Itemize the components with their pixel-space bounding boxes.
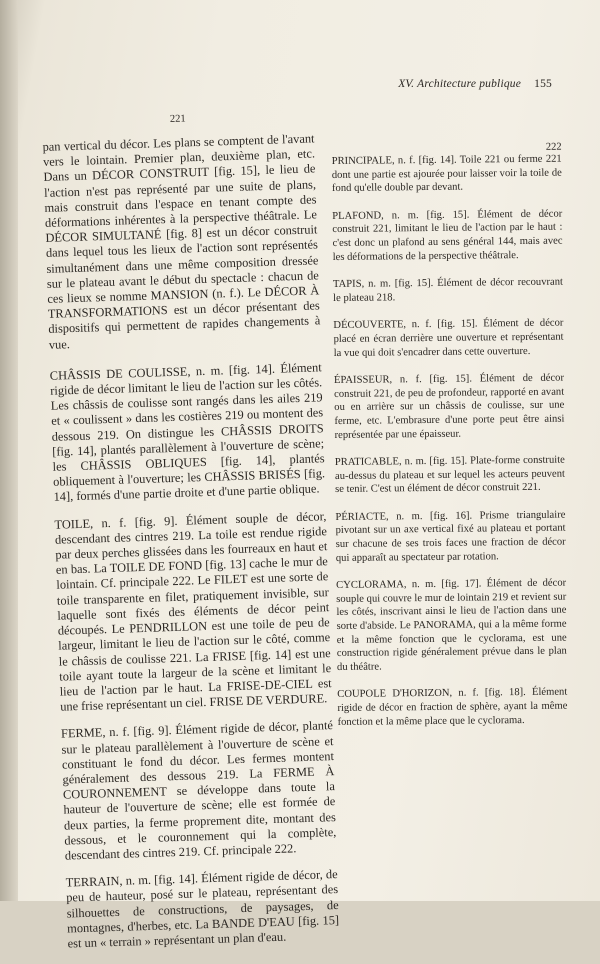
running-head [398, 78, 552, 90]
entry-decouverte: DÉCOUVERTE, n. f. [fig. 15]. Élément de décor placé en écran derrière une ouverture et représentant la vue qui doit s'encadrer dans cette ouverture. [333, 317, 564, 359]
entry-praticable: PRATICABLE, n. m. [fig. 15]. Plate-forme construite au-dessus du plateau et sur lequel les acteurs peuvent se tenir. C'est un élément de décor construit 221. [334, 454, 566, 496]
section-number-left: 221 [169, 113, 186, 125]
page-number: 155 [534, 78, 552, 90]
entry-epaisseur: ÉPAISSEUR, n. f. [fig. 15]. Élément de décor construit 221, de peu de profondeur, rapporté en avant ou en arrière sur un châssis de coulisse, sur une ferme, etc. L'embrasure d'une porte peut être ainsi représentée par une épaisseur. [333, 372, 565, 441]
entry-periacte: PÉRIACTE, n. m. [fig. 16]. Prisme triangulaire pivotant sur un axe vertical fixé au plateau et portant sur chacune de ses trois faces une fraction de décor qui apparaît au spectateur par rotation. [335, 509, 566, 564]
entry-terrain: TERRAIN, n. m. [fig. 14]. Élément rigide de décor, de peu de hauteur, posé sur le plateau, représentant des silhouettes de constructions, de paysages, de montagnes, d'herbes, etc. La BANDE D'EAU [fig. 15] est un « terrain » représentant un plan d'eau. [65, 867, 340, 951]
entry-chassis-de-coulisse: CHÂSSIS DE COULISSE, n. m. [fig. 14]. Élément rigide de décor limitant le lieu de l'action sur les côtés. Les châssis de coulisse sont rangés dans les ailes 219 et « coulissent » dans les costières 219 ou montent des dessous 219. On distingue les CHÂSSIS DROITS [fig. 14], plantés parallèlement à l'ouverture de scène; les CHÂSSIS OBLIQUES [fig. 14], plantés obliquement à l'ouverture; les CHÂSSIS BRISÉS [fig. 14], formés d'une partie droite et d'une partie oblique. [49, 360, 326, 505]
entry-coupole-d-horizon: COUPOLE D'HORIZON, n. f. [fig. 18]. Élément rigide de décor en fraction de sphère, ayant la même fonction et la même place que le cyclorama. [337, 686, 568, 728]
entry-toile: TOILE, n. f. [fig. 9]. Élément souple de décor, descendant des cintres 219. La toile est rendue rigide par deux perches glissées dans les fourreaux en haut et en bas. La TOILE DE FOND [fig. 13] cache le mur de lointain. Cf. principale 222. Le FILET est une sorte de toile transparente en filet, pratiquement invisible, sur laquelle sont fixés des éléments de décor peint découpés. Le PENDRILLON est une toile de peu de largeur, limitant le lieu de l'action sur le côté, comme le châssis de coulisse 221. La FRISE [fig. 14] est une toile ayant toute la largeur de la scène et limitant le lieu de l'action par le haut. La FRISE-DE-CIEL est une frise représentant un ciel. FRISE DE VERDURE. [54, 508, 332, 714]
entry-principale: PRINCIPALE, n. f. [fig. 14]. Toile 221 ou ferme 221 dont une partie est ajourée pour laisser voir la toile de fond qu'elle double par devant. [331, 153, 562, 195]
section-number-right: 222 [545, 141, 562, 153]
intro-paragraph: pan vertical du décor. Les plans se comptent de l'avant vers le lointain. Premier plan, deuxième plan, etc. Dans un DÉCOR CONSTRUIT [fig. 15], le lieu de l'action n'est pas représenté par une suite de plans, mais construit dans l'espace en tenant compte des déformations inhérentes à la perspective théâtrale. Le DÉCOR SIMULTANÉ [fig. 8] est un décor construit dans lequel tous les lieux de l'action sont représentés simultanément dans une même composition dressée sur le plateau avant le début du spectacle : chacun de ces lieux se nomme MANSION (n. f.). Le DÉCOR À TRANSFORMATIONS est un décor présentant des dispositifs qui permettent de rapides changements à vue. [42, 131, 321, 352]
entry-cyclorama: CYCLORAMA, n. m. [fig. 17]. Élément de décor souple qui couvre le mur de lointain 219 et revient sur les côtés, inscrivant ainsi le lieu de l'action dans une sorte d'abside. Le PANORAMA, qui a la même forme et la même fonction que le cyclorama, est une construction rigide généralement prévue dans le plan du théâtre. [336, 577, 567, 673]
entry-tapis: TAPIS, n. m. [fig. 15]. Élément de décor recouvrant le plateau 218. [332, 276, 564, 304]
entry-plafond: PLAFOND, n. m. [fig. 15]. Élément de décor construit 221, limitant le lieu de l'action par le haut : c'est donc un plafond au sens général 144, mais avec les déformations de la perspective théâtrale. [332, 208, 563, 263]
entry-ferme: FERME, n. f. [fig. 9]. Élément rigide de décor, planté sur le plateau parallèlement à l'ouverture de scène et constituant le fond du décor. Les fermes montent généralement des dessous 219. La FERME À COURONNEMENT se développe dans toute la hauteur de l'ouverture de scène; elle est formée de deux parties, la ferme proprement dite, montant des dessous, et le couronnement qui la complète, descendant des cintres 219. Cf. principale 222. [60, 718, 337, 863]
running-head-title: XV. Architecture publique [398, 78, 522, 90]
book-gutter [0, 0, 18, 901]
